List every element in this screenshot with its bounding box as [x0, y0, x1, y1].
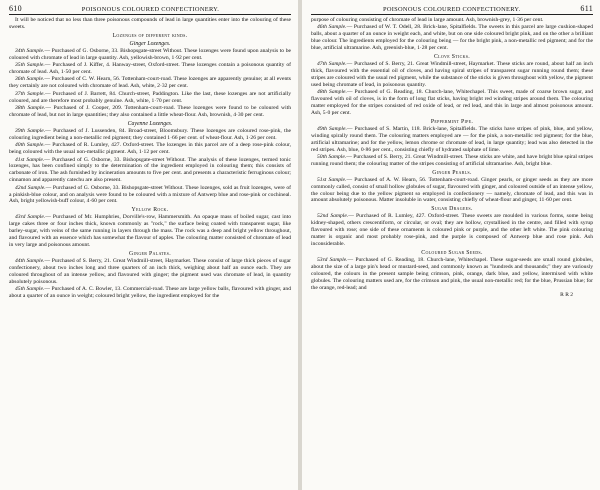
sample-label: 45th Sample.: [15, 286, 45, 292]
sample-label: 46th Sample.: [317, 24, 347, 31]
sample-paragraph: [9, 128, 291, 142]
cayenne-samples: [9, 128, 291, 205]
sample-text: — Purchased of R. Lumley, 427. Oxford-street. These sweets are moulded in various forms, some being kidney-shaped, others crescentiform, or circular, or oval; they are hollow, crystallised in the centre, and filled with syrup flavoured with rose; one side of these ornaments is coloured pink or purple, and the other left white. The pink colouring matter is organic and most probably rose-pink, and the purple is composed of Antwerp blue and rose pink. Ash inconsiderable.: [311, 213, 593, 247]
lozenges-heading: Lozenges of different kinds.: [112, 32, 188, 39]
sample-text: — Purchased of S. Berry, 21. Great Windmill-street. These sticks are white, and have bright blue spiral stripes running round them; the colouring matter of the stripes consisting of artificial ultramarine. Ash, bright blue.: [311, 153, 593, 167]
sample-label: 48th Sample.: [317, 89, 347, 96]
pearls-samples: [311, 177, 593, 205]
right-page-header: [311, 4, 593, 15]
coloured-sugar-seeds-heading: Coloured Sugar Seeds.: [421, 249, 483, 256]
sample-text: — Purchased of S. Martin, 118. Brick-lane, Spitalfields. The sticks have stripes of pink, blue, and yellow, winding spirally round them. The colouring matters employed are — for the pink, a non-metallic red pigment; for the blue, artificial ultramarine; and for the yellow, lemon chrome or chromate of lead, in large quantity; lead was also detected in the red stripes. Ash, blue, 0·86 per cent., consisting chiefly of hydrated sulphate of lime.: [311, 125, 593, 153]
sample-paragraph: [9, 185, 291, 206]
sample-label: 53rd Sample.: [317, 256, 348, 263]
ginger-pearls-heading: Ginger Pearls.: [432, 169, 472, 176]
sample-label: 36th Sample.: [15, 76, 45, 83]
peppermint-pipe-heading: Peppermint Pipe.: [430, 118, 474, 125]
carry-samples: [311, 24, 593, 52]
sample-text: — Purchased of G. Reading, 18. Church-lane, Whitechapel. These sugar-seeds are small round globules, about the size of a large pin's head or mustard-seed, and commonly known as "hundreds and thousands;" they are variously coloured, the colours in the present sample being crimson, pink, orange, dark blue, and yellow, intermixed with white globules. The colouring matters used are, for the crimson and pink, the usual non-metallic red; for the blue, Prussian blue; for the orange, red-lead; and: [311, 256, 594, 291]
sample-text: — Purchased of W. T. Odell, 28. Brick-lane, Spitalfields. The sweets in this parcel are large cushion-shaped balls, about a quarter of an ounce in weight each, and white, but on one side coloured bright pink, and on the other a brilliant blue colour. The ingredients employed for the colouring being — for the bright pink, a non-metallic red pigment; and for the blue, artificial ultramarine. Ash, greenish-blue, 1·28 per cent.: [311, 24, 593, 52]
sample-text: — Purchased of S. Berry, 21. Great Windmill-street, Haymarket. These consist of large thick pieces of sugar confectionery, about two inches long and three quarters of an inch thick, weighing about half an ounce each. They are coloured throughout of an intense yellow, and flavoured with ginger; the pigment used was chromate of lead, in quantity absolutely poisonous.: [9, 257, 291, 285]
sample-paragraph: [9, 48, 291, 62]
sample-label: 47th Sample.: [317, 61, 347, 68]
sample-paragraph: [311, 154, 593, 168]
right-page-number: 611: [580, 4, 593, 13]
sample-label: 34th Sample.: [15, 47, 45, 54]
sample-text: — Purchased of J. Cooper, 209. Tottenham-court-road. These lozenges were found to be coloured with chromate of lead, but not in large quantities; they also contained a little wheat-flour. Ash, brownish, 4·30 per cent.: [9, 105, 291, 118]
sample-paragraph: [9, 62, 291, 76]
sample-paragraph: [311, 89, 593, 117]
sample-label: 37th Sample.: [15, 90, 45, 97]
rock-samples: [9, 214, 291, 249]
sample-label: 39th Sample.: [15, 127, 46, 134]
sample-paragraph: [9, 105, 291, 119]
left-page: [0, 0, 298, 490]
left-page-number: 610: [9, 4, 22, 13]
sample-paragraph: [9, 286, 291, 300]
sample-label: 49th Sample.: [317, 125, 347, 132]
sample-paragraph: [9, 214, 291, 249]
sample-paragraph: [311, 177, 593, 205]
sample-label: 42nd Sample.: [15, 184, 46, 191]
sample-paragraph: [311, 126, 593, 154]
clove-sticks-heading: Clove Sticks.: [433, 54, 471, 61]
sample-paragraph: [311, 213, 593, 248]
ginger-samples: [9, 48, 291, 119]
left-page-header: [9, 4, 291, 15]
sample-label: 40th Sample.: [15, 142, 45, 149]
yellow-rock-heading: Yellow Rock.: [131, 207, 169, 214]
sample-text: — Purchased of J. Lussenden, 84. Broad-street, Bloomsbury. These lozenges are coloured rose-pink, the colouring ingredient being a non-metallic red pigment; they contained 1·66 per cent. of wheat-flour. Ash, 1·26 per cent.: [9, 127, 291, 141]
sample-text: — Purchased of J. Kiffer, 4. Hanway-street, Oxford-street. These lozenges contain a poisonous quantity of chromate of lead. Ash, 1·50 per cent.: [9, 62, 291, 76]
left-running-title: POISONOUS COLOURED CONFECTIONERY.: [81, 6, 220, 13]
sample-label: 43rd Sample.: [15, 214, 46, 221]
carry-over-paragraph: purpose of colouring consisting of chromate of lead in large amount. Ash, brownish-grey, 1·36 per cent.: [311, 17, 544, 23]
ginger-lozenges-heading: Ginger Lozenges.: [129, 40, 171, 47]
clove-samples: [311, 61, 593, 117]
peppermint-samples: [311, 126, 593, 168]
dragees-samples: [311, 213, 593, 248]
sample-text: — Purchased of A. W. Hearn, 56. Tottenham-court-road. Ginger pearls, or ginger seeds as they are more commonly called, consist of small hollow globules of sugar, flavoured with ginger, and coloured outside of an intense yellow, the colour being due to the yellow pigment so employed in confectionery — namely, chromate of lead, and this was in amount absolutely poisonous. Matter insoluble in water, consisting chiefly of wheat-flour and ginger, 11·60 per cent.: [311, 176, 593, 204]
sample-label: 52nd Sample.: [317, 213, 349, 220]
sample-label: 38th Sample.: [15, 105, 46, 112]
sample-text: — Purchased of C. W. Hearn, 56. Tottenham-court-road. These lozenges are apparently genuine; at all events they certainly are not coloured with chromate of lead. Ash, white, 2·32 per cent.: [9, 76, 291, 90]
ginger-palates-heading: Ginger Palates.: [129, 250, 171, 257]
sample-label: 41st Sample.: [15, 156, 45, 163]
sample-text: — Purchased of J. Barrett, 84. Church-street, Paddington. Like the last, these lozenges are not artificially coloured, and are therefore most probably genuine. Ash, white, 1·70 per cent.: [9, 90, 291, 104]
sample-paragraph: [311, 24, 593, 52]
right-page: [302, 0, 600, 490]
sample-paragraph: [9, 91, 291, 105]
sample-text: — Purchased of R. Lumley, 427. Oxford-street. The lozenges in this parcel are of a deep rose-pink colour, being coloured with the usual non-metallic pigment. Ash, 1·12 per cent.: [9, 142, 292, 156]
signature-mark: R R 2: [560, 292, 573, 299]
sample-text: — Purchased of G. Osborne, 33. Bishopsgate-street Without. These lozenges, sold as fruit lozenges, were of a pinkish-blue colour, and on analysis were found to be coloured with a mixture of Antwerp blue and rose-pink or cochineal. Ash, bright yellowish-buff colour, 4·60 per cent.: [9, 184, 291, 205]
sample-paragraph: [9, 142, 291, 156]
intro-paragraph: It will be noticed that no less than three poisonous compounds of lead in large quantities enter into the colouring of these sweets.: [9, 17, 291, 30]
seeds-samples: [311, 257, 593, 292]
sample-paragraph: [311, 61, 593, 89]
sample-label: 35th Sample.: [15, 62, 45, 69]
sample-text: — Purchased of G. Osborne, 33. Bishopsgate-street Without. These lozenges were found upon analysis to be coloured with chromate of lead in large quantity. Ash, yellowish-brown, 1·92 per cent.: [9, 47, 292, 61]
sample-text: — Purchased of Mr. Humphries, Dorville's-row, Hammersmith. An opaque mass of boiled sugar, cast into large cakes three or four inches thick, known commonly as "rock," the surface being coated with transparent sugar, like barley-sugar, with veins of the same running in layers through the mass. The rock was a deep and bright yellow throughout, and flavoured with an essence which has somewhat the flavour of apples. The colouring matter consisted of chromate of lead in very large and poisonous amount.: [9, 214, 291, 248]
sample-text: — Purchased of G. Reading, 18. Church-lane, Whitechapel. This sweet, made of coarse brown sugar, and flavoured with oil of cloves, is in the form of long flat sticks, having bright red winding stripes around them. The colouring matter employed for the stripes consisted of red oxide of lead, or red lead, and this in large and almost poisonous amount. Ash, 5·0 per cent.: [311, 89, 593, 116]
sample-text: — Purchased of G. Osborne, 33. Bishopsgate-street Without. The analysis of these lozenges, termed tonic lozenges, has been confined simply to the determination of the ingredient employed in colouring them; this consists of carbonate of iron. The ash furnished by incineration amounts to five per cent. and presents a characteristic ferruginous colour; cinnamon and apparently catechu are also present.: [9, 156, 291, 184]
sample-text: — Purchased of A. C. Bowler, 13. Commercial-road. These are large yellow balls, flavoured with ginger, and about a quarter of an ounce in weight; coloured bright yellow, the ingredient employed for the: [9, 286, 291, 299]
sample-paragraph: [9, 157, 291, 185]
cayenne-lozenges-heading: Cayenne Lozenges.: [127, 120, 173, 127]
sample-label: 50th Sample.: [317, 153, 347, 160]
sample-label: 44th Sample.: [15, 257, 45, 264]
palates-samples: [9, 258, 291, 300]
sample-paragraph: [9, 76, 291, 90]
sample-text: — Purchased of S. Berry, 21. Great Windmill-street, Haymarket. These sticks are round, about half an inch thick, flavoured with the essential oil of cloves, and having spiral stripes of transparent sugar running round them; these stripes are coloured with the usual red pigment, while the substance of the sticks is given throughout with yellow, the pigment used being chromate of lead, in poisonous quantity.: [311, 61, 594, 88]
sample-label: 51st Sample.: [317, 176, 347, 183]
right-running-title: POISONOUS COLOURED CONFECTIONERY.: [382, 6, 521, 13]
sugar-dragees-heading: Sugar Dragees.: [431, 206, 473, 213]
sample-paragraph: [9, 258, 291, 286]
sample-paragraph: [311, 257, 593, 292]
